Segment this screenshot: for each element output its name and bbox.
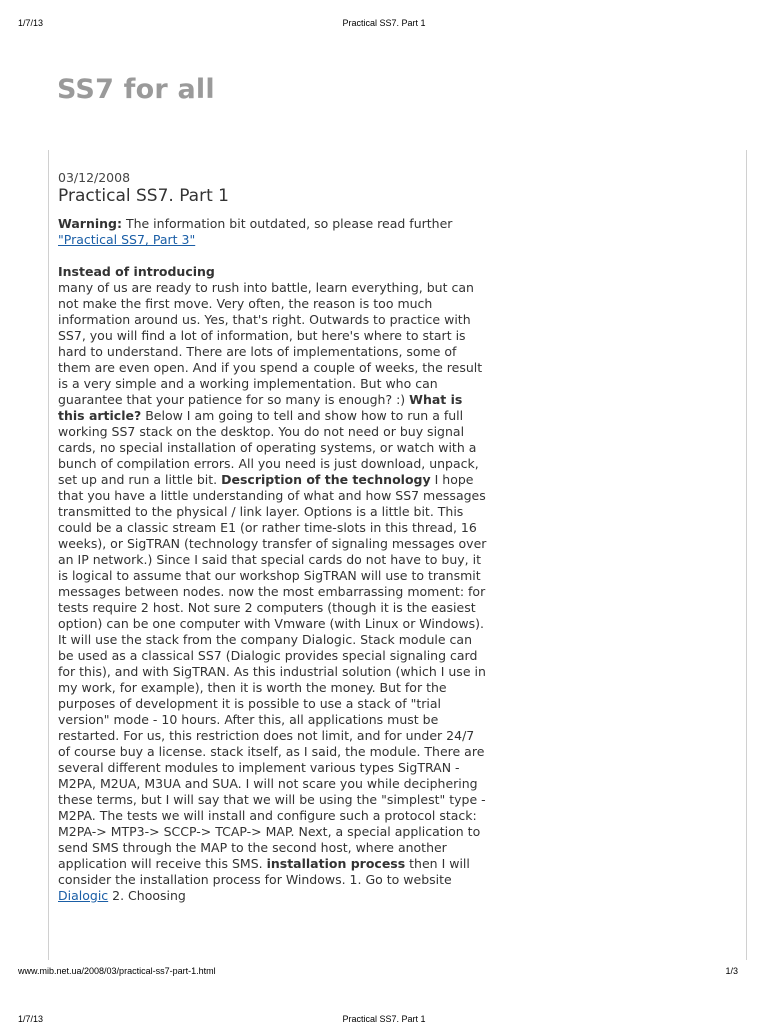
- print-page-title: Practical SS7. Part 1: [342, 18, 426, 28]
- post-title[interactable]: Practical SS7. Part 1: [58, 186, 229, 206]
- print-footer: [0, 966, 768, 980]
- dialogic-link[interactable]: Dialogic: [58, 888, 109, 903]
- warning-paragraph: [58, 216, 488, 248]
- print-header-next-page: [0, 1014, 768, 1028]
- body-text-1: many of us are ready to rush into battle, learn everything, but can not make the first move. Very often, the reason is too much information around us. Yes, that's right. Outwards to practice with SS7, you will find a lot of information, but here's where to start is hard to understand. There are lots of implementations, some of them are even open. And if you spend a couple of weeks, the result is a very simple and a working implementation. But who can guarantee that your patience for so many is enough? :): [58, 280, 483, 407]
- print-header: [0, 18, 768, 32]
- intro-heading: Instead of introducing: [58, 264, 215, 279]
- body-text-3: I hope that you have a little understanding of what and how SS7 messages transmitted to the physical / link layer. Options is a little bit. This could be a classic stream E1 (or rather time-slots in this thread, 16 weeks), or SigTRAN (technology transfer of signaling messages over an IP network.) Since I said that special cards do not have to buy, it is logical to assume that our workshop SigTRAN will use to transmit messages between nodes. now the most embarrassing moment: for tests require 2 host. Not sure 2 computers (though it is the easiest option) can be one computer with Vmware (with Linux or Windows). It will use the stack from the company Dialogic. Stack module can be used as a classical SS7 (Dialogic provides special signaling card for this), and with SigTRAN. As this industrial solution (which I use in my work, for example), then it is worth the money. But for the purposes of development it is possible to use a stack of "trial version" mode - 10 hours. After this, all applications must be restarted. For us, this restriction does not limit, and for under 24/7 of course buy a license. stack itself, as I said, the module. There are several different modules to implement various types SigTRAN - M2PA, M2UA, M3UA and SUA. I will not scare you while deciphering these terms, but I will say that we will be using the "simplest" type - M2PA. The tests we will install and configure such a protocol stack: M2PA-> MTP3-> SCCP-> TCAP-> MAP. Next, a special application to send SMS through the MAP to the second host, where another application will receive this SMS.: [58, 472, 487, 871]
- body-text-4: then I will consider the installation process for Windows. 1. Go to website: [58, 856, 470, 887]
- installation-heading: installation process: [266, 856, 406, 871]
- blog-title[interactable]: SS7 for all: [57, 74, 215, 105]
- post-date: 03/12/2008: [58, 170, 131, 185]
- body-text-5: 2. Choosing: [108, 888, 186, 903]
- print-date-next: 1/7/13: [18, 1014, 44, 1024]
- warning-text: The information bit outdated, so please read further: [121, 216, 453, 231]
- description-heading: Description of the technology: [221, 472, 431, 487]
- print-date: 1/7/13: [18, 18, 44, 28]
- warning-label: Warning:: [58, 216, 122, 231]
- post-frame: [48, 150, 747, 960]
- print-page-title-next: Practical SS7. Part 1: [342, 1014, 426, 1024]
- print-page-number: 1/3: [725, 966, 738, 976]
- article: [58, 170, 488, 904]
- body-text-2: Below I am going to tell and show how to run a full working SS7 stack on the desktop. You do not need or buy signal cards, no special installation of operating systems, or watch with a bunch of compilation errors. All you need is just download, unpack, set up and run a little bit.: [58, 408, 479, 487]
- print-url: www.mib.net.ua/2008/03/practical-ss7-part-1.html: [18, 966, 216, 976]
- what-is-this-heading: What is this article?: [58, 392, 463, 423]
- article-body: [58, 280, 488, 904]
- practical-ss7-part-3-link[interactable]: "Practical SS7, Part 3": [58, 232, 196, 247]
